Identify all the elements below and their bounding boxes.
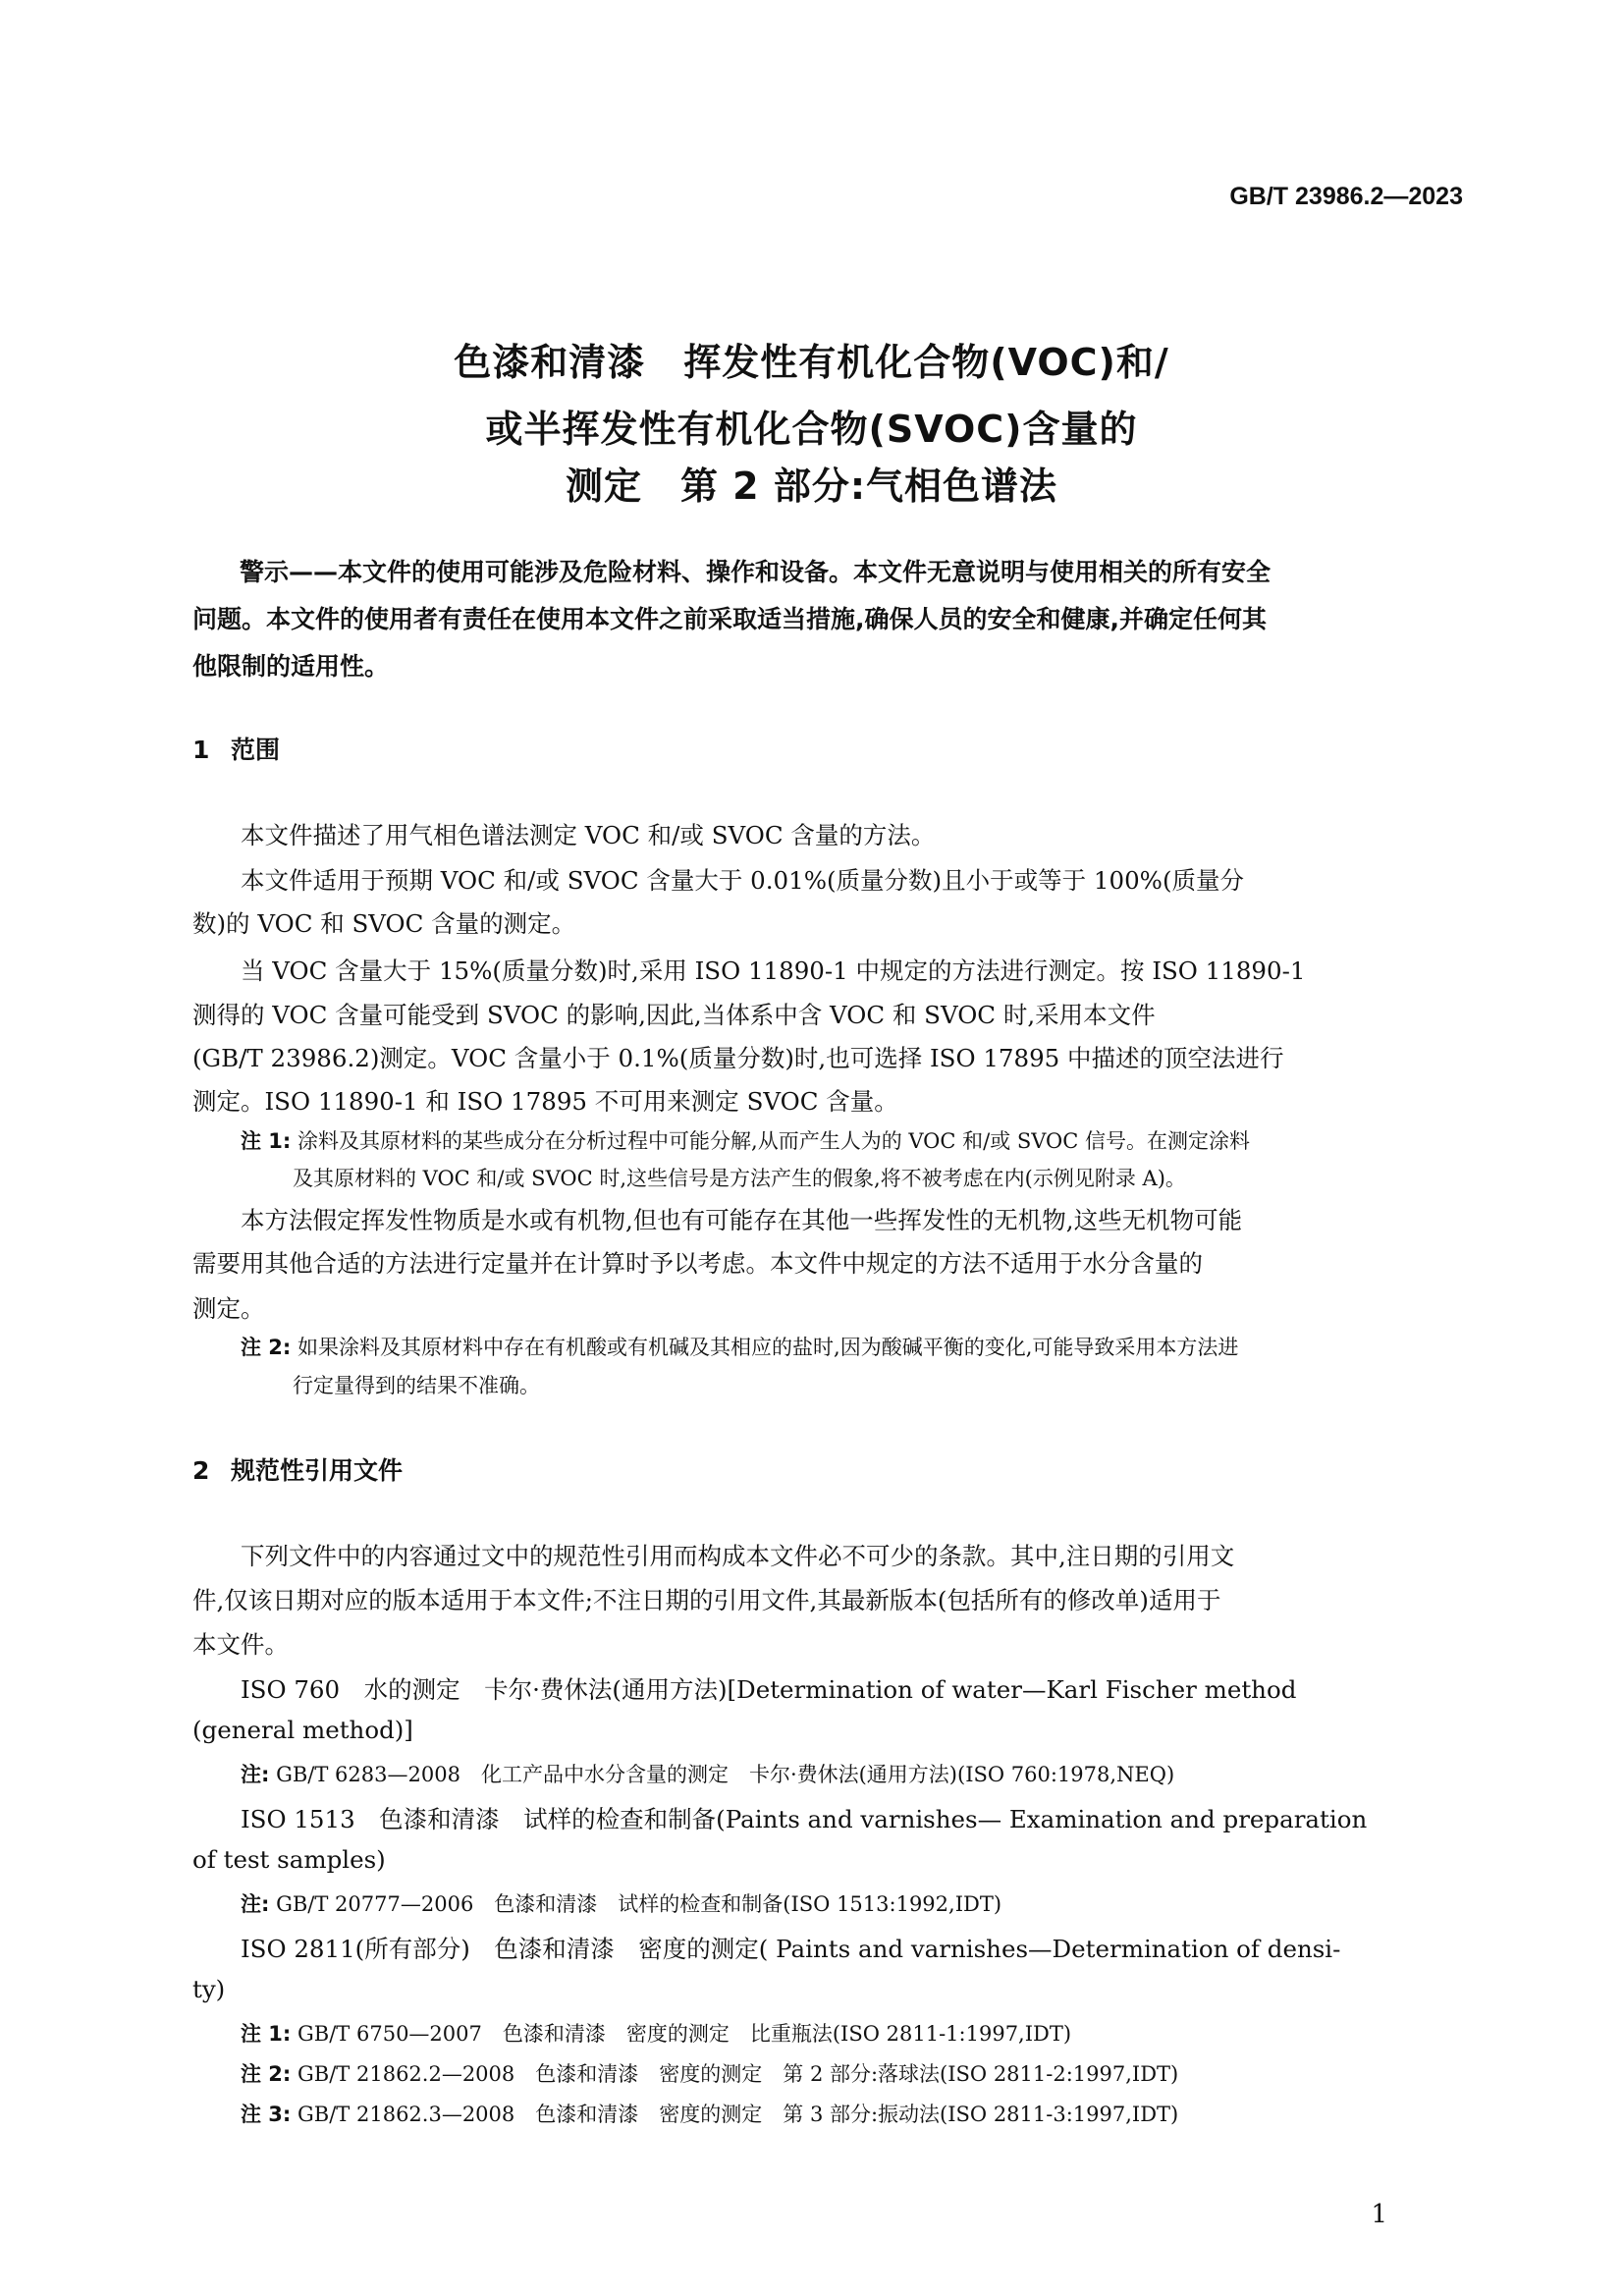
note-text: 如果涂料及其原材料中存在有机酸或有机碱及其相应的盐时,因为酸碱平衡的变化,可能导致采用本方法进 — [298, 1336, 1239, 1359]
warning-line: 警示——本文件的使用可能涉及危险材料、操作和设备。本文件无意说明与使用相关的所有安全 — [240, 558, 1271, 586]
warning-block — [192, 549, 1449, 690]
reference-line: ISO 2811(所有部分) 色漆和清漆 密度的测定( Paints and varnishes—Determination of densi- — [241, 1935, 1341, 1963]
section-1-heading — [192, 731, 280, 766]
warning-line: 他限制的适用性。 — [192, 652, 390, 681]
note-text: GB/T 20777—2006 色漆和清漆 试样的检查和制备(ISO 1513:1992,IDT) — [276, 1892, 1002, 1916]
paragraph-line: 本文件描述了用气相色谱法测定 VOC 和/或 SVOC 含量的方法。 — [241, 821, 936, 849]
section-2-heading — [192, 1451, 403, 1487]
note-text: GB/T 6283—2008 化工产品中水分含量的测定 卡尔·费休法(通用方法)(ISO 760:1978,NEQ) — [276, 1763, 1175, 1786]
note-label: 注 2: — [241, 2062, 292, 2086]
note-2 — [241, 1332, 1238, 1361]
note-text: GB/T 21862.2—2008 色漆和清漆 密度的测定 第 2 部分:落球法(ISO 2811-2:1997,IDT) — [298, 2062, 1179, 2086]
reference-note — [241, 2018, 1071, 2048]
paragraph-line: 测定。ISO 11890-1 和 ISO 17895 不可用来测定 SVOC 含量。 — [192, 1087, 898, 1116]
note-label: 注 2: — [241, 1336, 292, 1359]
warning-line: 问题。本文件的使用者有责任在使用本文件之前采取适当措施,确保人员的安全和健康,并确定任何其 — [192, 605, 1267, 633]
reference-note — [241, 2099, 1178, 2128]
paragraph-line: (GB/T 23986.2)测定。VOC 含量小于 0.1%(质量分数)时,也可选择 ISO 17895 中描述的顶空法进行 — [192, 1044, 1284, 1072]
note-1 — [241, 1125, 1250, 1155]
reference-line: ISO 760 水的测定 卡尔·费休法(通用方法)[Determination of water—Karl Fischer method — [241, 1675, 1297, 1704]
note-label: 注 1: — [241, 1129, 292, 1153]
note-2-continuation: 行定量得到的结果不准确。 — [293, 1374, 540, 1397]
note-text: 涂料及其原材料的某些成分在分析过程中可能分解,从而产生人为的 VOC 和/或 SVOC 信号。在测定涂料 — [298, 1129, 1251, 1153]
reference-line: ty) — [192, 1975, 226, 2003]
note-label: 注 1: — [241, 2022, 292, 2046]
title-line-2: 或半挥发性有机化合物(SVOC)含量的 — [485, 408, 1138, 451]
paragraph-line: 测得的 VOC 含量可能受到 SVOC 的影响,因此,当体系中含 VOC 和 SVOC 时,采用本文件 — [192, 1001, 1156, 1029]
reference-line: ISO 1513 色漆和清漆 试样的检查和制备(Paints and varnishes— Examination and preparation — [241, 1805, 1368, 1833]
paragraph-line: 下列文件中的内容通过文中的规范性引用而构成本文件必不可少的条款。其中,注日期的引用文 — [241, 1542, 1235, 1570]
paragraph-line: 数)的 VOC 和 SVOC 含量的测定。 — [192, 909, 576, 938]
section-title: 规范性引用文件 — [231, 1456, 404, 1485]
note-label: 注: — [241, 1763, 270, 1786]
reference-note — [241, 1888, 1001, 1918]
note-label: 注: — [241, 1892, 270, 1916]
reference-note — [241, 1759, 1174, 1788]
paragraph-line: 本文件适用于预期 VOC 和/或 SVOC 含量大于 0.01%(质量分数)且小于或等于 100%(质量分 — [241, 866, 1244, 895]
standard-number: GB/T 23986.2—2023 — [1229, 183, 1463, 210]
reference-line: of test samples) — [192, 1845, 386, 1874]
paragraph-line: 当 VOC 含量大于 15%(质量分数)时,采用 ISO 11890-1 中规定的方法进行测定。按 ISO 11890-1 — [241, 957, 1306, 985]
paragraph-line: 测定。 — [192, 1294, 265, 1323]
section-title: 范围 — [231, 736, 281, 764]
section-number: 2 — [192, 1456, 210, 1485]
title-line-3: 测定 第 2 部分:气相色谱法 — [565, 465, 1058, 508]
title-line-1: 色漆和清漆 挥发性有机化合物(VOC)和/ — [454, 341, 1169, 384]
note-text: GB/T 21862.3—2008 色漆和清漆 密度的测定 第 3 部分:振动法(ISO 2811-3:1997,IDT) — [298, 2103, 1179, 2126]
note-1-continuation: 及其原材料的 VOC 和/或 SVOC 时,这些信号是方法产生的假象,将不被考虑在内(示例见附录 A)。 — [293, 1167, 1186, 1190]
page-number: 1 — [1371, 2200, 1387, 2229]
note-label: 注 3: — [241, 2103, 292, 2126]
paragraph-line: 本文件。 — [192, 1630, 289, 1659]
paragraph-line: 需要用其他合适的方法进行定量并在计算时予以考虑。本文件中规定的方法不适用于水分含量的 — [192, 1249, 1203, 1278]
section-number: 1 — [192, 736, 210, 764]
note-text: GB/T 6750—2007 色漆和清漆 密度的测定 比重瓶法(ISO 2811-1:1997,IDT) — [298, 2022, 1072, 2046]
reference-note — [241, 2058, 1178, 2088]
paragraph-line: 本方法假定挥发性物质是水或有机物,但也有可能存在其他一些挥发性的无机物,这些无机物可能 — [241, 1206, 1243, 1234]
reference-line: (general method)] — [192, 1716, 413, 1744]
paragraph-line: 件,仅该日期对应的版本适用于本文件;不注日期的引用文件,其最新版本(包括所有的修改单)适用于 — [192, 1586, 1221, 1614]
